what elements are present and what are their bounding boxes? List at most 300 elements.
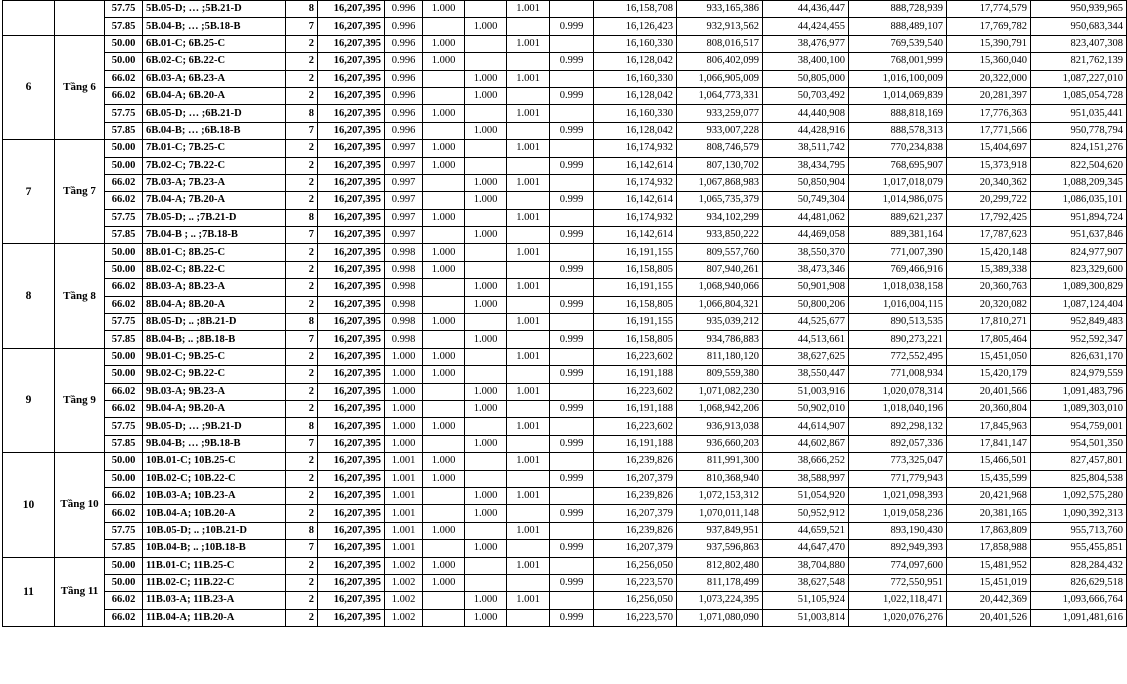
total-with-vat-cell: 826,631,170 xyxy=(1031,348,1127,365)
base-price-cell: 16,207,395 xyxy=(318,18,385,35)
price-table xyxy=(2,0,1127,627)
coef-floor-cell: 0.997 xyxy=(385,192,423,209)
total-price-cell: 1,066,905,009 xyxy=(677,70,763,87)
coef-a-cell: 1.000 xyxy=(423,244,465,261)
coef-b-cell: 1.000 xyxy=(465,174,507,191)
vat-cell: 20,442,369 xyxy=(947,592,1031,609)
coef-c-cell xyxy=(507,53,550,70)
coef-c-cell xyxy=(507,400,550,417)
total-with-vat-cell: 1,091,483,796 xyxy=(1031,383,1127,400)
coef-b-cell: 1.000 xyxy=(465,122,507,139)
unit-count-cell: 2 xyxy=(286,609,318,626)
coef-d-cell xyxy=(550,70,594,87)
area-cell: 57.75 xyxy=(105,522,143,539)
total-price-cell: 1,064,773,331 xyxy=(677,87,763,104)
total-price-cell: 935,039,212 xyxy=(677,314,763,331)
coef-floor-cell: 1.001 xyxy=(385,540,423,557)
table-row xyxy=(3,314,1127,331)
coef-floor-cell: 0.997 xyxy=(385,157,423,174)
maintenance-cell: 50,952,912 xyxy=(763,505,849,522)
table-row xyxy=(3,140,1127,157)
vat-cell: 17,774,579 xyxy=(947,1,1031,18)
total-price-cell: 933,259,077 xyxy=(677,105,763,122)
price-before-vat-cell: 1,017,018,079 xyxy=(849,174,947,191)
total-price-cell: 806,402,099 xyxy=(677,53,763,70)
coef-a-cell: 1.000 xyxy=(423,557,465,574)
area-cell: 57.75 xyxy=(105,418,143,435)
maintenance-cell: 38,666,252 xyxy=(763,453,849,470)
table-row xyxy=(3,383,1127,400)
table-row xyxy=(3,574,1127,591)
coef-d-cell xyxy=(550,105,594,122)
coef-b-cell xyxy=(465,574,507,591)
coef-c-cell xyxy=(507,157,550,174)
coef-c-cell xyxy=(507,331,550,348)
vat-cell: 15,420,179 xyxy=(947,366,1031,383)
coef-floor-cell: 1.002 xyxy=(385,609,423,626)
unit-codes-cell: 11B.03-A; 11B.23-A xyxy=(143,592,286,609)
unit-price-cell: 16,128,042 xyxy=(594,87,677,104)
vat-cell: 20,299,722 xyxy=(947,192,1031,209)
total-price-cell: 807,130,702 xyxy=(677,157,763,174)
coef-c-cell xyxy=(507,470,550,487)
coef-d-cell: 0.999 xyxy=(550,227,594,244)
maintenance-cell: 38,704,880 xyxy=(763,557,849,574)
coef-floor-cell: 1.000 xyxy=(385,400,423,417)
coef-d-cell: 0.999 xyxy=(550,540,594,557)
coef-d-cell xyxy=(550,279,594,296)
table-row xyxy=(3,435,1127,452)
coef-b-cell: 1.000 xyxy=(465,540,507,557)
coef-b-cell: 1.000 xyxy=(465,87,507,104)
unit-price-cell: 16,160,330 xyxy=(594,70,677,87)
vat-cell: 17,776,363 xyxy=(947,105,1031,122)
unit-codes-cell: 6B.03-A; 6B.23-A xyxy=(143,70,286,87)
floor-name-cell: Tầng 6 xyxy=(55,35,105,139)
unit-count-cell: 8 xyxy=(286,105,318,122)
coef-b-cell xyxy=(465,244,507,261)
coef-b-cell xyxy=(465,140,507,157)
total-with-vat-cell: 951,035,441 xyxy=(1031,105,1127,122)
unit-codes-cell: 10B.04-B; .. ;10B.18-B xyxy=(143,540,286,557)
vat-cell: 15,451,019 xyxy=(947,574,1031,591)
vat-cell: 15,420,148 xyxy=(947,244,1031,261)
area-cell: 57.75 xyxy=(105,105,143,122)
total-with-vat-cell: 822,504,620 xyxy=(1031,157,1127,174)
unit-price-cell: 16,158,708 xyxy=(594,1,677,18)
vat-cell: 17,805,464 xyxy=(947,331,1031,348)
coef-c-cell xyxy=(507,192,550,209)
total-price-cell: 811,178,499 xyxy=(677,574,763,591)
coef-a-cell xyxy=(423,592,465,609)
area-cell: 50.00 xyxy=(105,244,143,261)
unit-count-cell: 2 xyxy=(286,592,318,609)
base-price-cell: 16,207,395 xyxy=(318,366,385,383)
coef-c-cell: 1.001 xyxy=(507,1,550,18)
unit-codes-cell: 7B.05-D; .. ;7B.21-D xyxy=(143,209,286,226)
coef-a-cell: 1.000 xyxy=(423,522,465,539)
coef-c-cell: 1.001 xyxy=(507,140,550,157)
coef-c-cell xyxy=(507,540,550,557)
base-price-cell: 16,207,395 xyxy=(318,331,385,348)
area-cell: 66.02 xyxy=(105,383,143,400)
unit-codes-cell: 11B.01-C; 11B.25-C xyxy=(143,557,286,574)
price-before-vat-cell: 768,001,999 xyxy=(849,53,947,70)
unit-codes-cell: 10B.04-A; 10B.20-A xyxy=(143,505,286,522)
maintenance-cell: 44,659,521 xyxy=(763,522,849,539)
coef-a-cell xyxy=(423,18,465,35)
unit-codes-cell: 9B.05-D; … ;9B.21-D xyxy=(143,418,286,435)
coef-d-cell xyxy=(550,522,594,539)
unit-price-cell: 16,142,614 xyxy=(594,157,677,174)
unit-price-cell: 16,223,570 xyxy=(594,609,677,626)
table-row xyxy=(3,174,1127,191)
coef-d-cell: 0.999 xyxy=(550,331,594,348)
coef-floor-cell: 1.000 xyxy=(385,383,423,400)
maintenance-cell: 51,003,814 xyxy=(763,609,849,626)
vat-cell: 17,858,988 xyxy=(947,540,1031,557)
area-cell: 50.00 xyxy=(105,140,143,157)
coef-a-cell xyxy=(423,174,465,191)
vat-cell: 20,360,763 xyxy=(947,279,1031,296)
coef-a-cell: 1.000 xyxy=(423,366,465,383)
coef-d-cell xyxy=(550,348,594,365)
unit-codes-cell: 7B.03-A; 7B.23-A xyxy=(143,174,286,191)
vat-cell: 20,401,566 xyxy=(947,383,1031,400)
unit-codes-cell: 5B.05-D; … ;5B.21-D xyxy=(143,1,286,18)
coef-c-cell xyxy=(507,87,550,104)
area-cell: 57.85 xyxy=(105,331,143,348)
vat-cell: 20,360,804 xyxy=(947,400,1031,417)
price-before-vat-cell: 1,018,038,158 xyxy=(849,279,947,296)
total-with-vat-cell: 954,501,350 xyxy=(1031,435,1127,452)
maintenance-cell: 38,476,977 xyxy=(763,35,849,52)
coef-b-cell xyxy=(465,53,507,70)
total-with-vat-cell: 824,151,276 xyxy=(1031,140,1127,157)
unit-codes-cell: 11B.04-A; 11B.20-A xyxy=(143,609,286,626)
base-price-cell: 16,207,395 xyxy=(318,592,385,609)
coef-b-cell: 1.000 xyxy=(465,609,507,626)
coef-d-cell: 0.999 xyxy=(550,261,594,278)
coef-b-cell xyxy=(465,522,507,539)
group-number-cell: 9 xyxy=(3,348,55,452)
unit-price-cell: 16,126,423 xyxy=(594,18,677,35)
total-price-cell: 812,802,480 xyxy=(677,557,763,574)
total-with-vat-cell: 825,804,538 xyxy=(1031,470,1127,487)
unit-count-cell: 8 xyxy=(286,1,318,18)
table-row xyxy=(3,1,1127,18)
total-price-cell: 936,913,038 xyxy=(677,418,763,435)
unit-count-cell: 8 xyxy=(286,418,318,435)
unit-codes-cell: 7B.01-C; 7B.25-C xyxy=(143,140,286,157)
price-before-vat-cell: 1,016,100,009 xyxy=(849,70,947,87)
total-with-vat-cell: 950,683,344 xyxy=(1031,18,1127,35)
price-before-vat-cell: 771,008,934 xyxy=(849,366,947,383)
unit-count-cell: 2 xyxy=(286,366,318,383)
coef-c-cell: 1.001 xyxy=(507,487,550,504)
total-price-cell: 933,850,222 xyxy=(677,227,763,244)
unit-codes-cell: 10B.05-D; .. ;10B.21-D xyxy=(143,522,286,539)
unit-codes-cell: 11B.02-C; 11B.22-C xyxy=(143,574,286,591)
coef-b-cell: 1.000 xyxy=(465,192,507,209)
coef-floor-cell: 1.002 xyxy=(385,592,423,609)
price-before-vat-cell: 888,578,313 xyxy=(849,122,947,139)
maintenance-cell: 38,627,548 xyxy=(763,574,849,591)
total-with-vat-cell: 823,407,308 xyxy=(1031,35,1127,52)
vat-cell: 17,769,782 xyxy=(947,18,1031,35)
table-row xyxy=(3,418,1127,435)
unit-codes-cell: 8B.01-C; 8B.25-C xyxy=(143,244,286,261)
unit-count-cell: 2 xyxy=(286,174,318,191)
unit-count-cell: 7 xyxy=(286,435,318,452)
coef-a-cell: 1.000 xyxy=(423,53,465,70)
coef-b-cell xyxy=(465,470,507,487)
coef-a-cell: 1.000 xyxy=(423,574,465,591)
unit-count-cell: 2 xyxy=(286,157,318,174)
unit-codes-cell: 6B.05-D; … ;6B.21-D xyxy=(143,105,286,122)
coef-d-cell: 0.999 xyxy=(550,87,594,104)
coef-floor-cell: 1.002 xyxy=(385,574,423,591)
group-number-cell: 6 xyxy=(3,35,55,139)
area-cell: 66.02 xyxy=(105,70,143,87)
coef-a-cell xyxy=(423,400,465,417)
unit-price-cell: 16,191,155 xyxy=(594,314,677,331)
unit-price-cell: 16,128,042 xyxy=(594,122,677,139)
unit-count-cell: 2 xyxy=(286,400,318,417)
maintenance-cell: 44,525,677 xyxy=(763,314,849,331)
price-before-vat-cell: 1,019,058,236 xyxy=(849,505,947,522)
maintenance-cell: 44,647,470 xyxy=(763,540,849,557)
unit-codes-cell: 6B.02-C; 6B.22-C xyxy=(143,53,286,70)
coef-d-cell xyxy=(550,314,594,331)
coef-a-cell: 1.000 xyxy=(423,157,465,174)
table-row xyxy=(3,331,1127,348)
coef-floor-cell: 0.998 xyxy=(385,244,423,261)
table-row xyxy=(3,609,1127,626)
table-row xyxy=(3,453,1127,470)
vat-cell: 17,792,425 xyxy=(947,209,1031,226)
area-cell: 66.02 xyxy=(105,487,143,504)
coef-d-cell: 0.999 xyxy=(550,574,594,591)
area-cell: 57.75 xyxy=(105,209,143,226)
maintenance-cell: 38,588,997 xyxy=(763,470,849,487)
base-price-cell: 16,207,395 xyxy=(318,140,385,157)
table-row xyxy=(3,540,1127,557)
floor-name-cell: Tầng 9 xyxy=(55,348,105,452)
table-row xyxy=(3,522,1127,539)
area-cell: 50.00 xyxy=(105,348,143,365)
group-number-cell: 7 xyxy=(3,140,55,244)
unit-count-cell: 2 xyxy=(286,557,318,574)
coef-floor-cell: 0.997 xyxy=(385,209,423,226)
total-with-vat-cell: 955,713,760 xyxy=(1031,522,1127,539)
base-price-cell: 16,207,395 xyxy=(318,244,385,261)
coef-b-cell xyxy=(465,418,507,435)
coef-c-cell: 1.001 xyxy=(507,557,550,574)
coef-b-cell xyxy=(465,209,507,226)
unit-price-cell: 16,239,826 xyxy=(594,522,677,539)
unit-count-cell: 2 xyxy=(286,574,318,591)
unit-price-cell: 16,239,826 xyxy=(594,453,677,470)
coef-d-cell xyxy=(550,140,594,157)
price-before-vat-cell: 774,097,600 xyxy=(849,557,947,574)
base-price-cell: 16,207,395 xyxy=(318,157,385,174)
area-cell: 66.02 xyxy=(105,505,143,522)
unit-codes-cell: 8B.03-A; 8B.23-A xyxy=(143,279,286,296)
price-before-vat-cell: 1,022,118,471 xyxy=(849,592,947,609)
coef-b-cell: 1.000 xyxy=(465,279,507,296)
unit-codes-cell: 9B.02-C; 9B.22-C xyxy=(143,366,286,383)
maintenance-cell: 44,602,867 xyxy=(763,435,849,452)
area-cell: 50.00 xyxy=(105,453,143,470)
total-price-cell: 936,660,203 xyxy=(677,435,763,452)
total-price-cell: 811,180,120 xyxy=(677,348,763,365)
vat-cell: 15,466,501 xyxy=(947,453,1031,470)
price-before-vat-cell: 892,949,393 xyxy=(849,540,947,557)
coef-d-cell xyxy=(550,383,594,400)
total-with-vat-cell: 824,979,559 xyxy=(1031,366,1127,383)
coef-floor-cell: 1.001 xyxy=(385,470,423,487)
unit-count-cell: 2 xyxy=(286,35,318,52)
coef-d-cell: 0.999 xyxy=(550,366,594,383)
coef-c-cell: 1.001 xyxy=(507,174,550,191)
total-price-cell: 934,786,883 xyxy=(677,331,763,348)
price-before-vat-cell: 772,550,951 xyxy=(849,574,947,591)
coef-d-cell xyxy=(550,1,594,18)
table-row xyxy=(3,209,1127,226)
area-cell: 57.75 xyxy=(105,1,143,18)
coef-c-cell: 1.001 xyxy=(507,35,550,52)
base-price-cell: 16,207,395 xyxy=(318,279,385,296)
vat-cell: 15,451,050 xyxy=(947,348,1031,365)
maintenance-cell: 44,469,058 xyxy=(763,227,849,244)
maintenance-cell: 50,703,492 xyxy=(763,87,849,104)
base-price-cell: 16,207,395 xyxy=(318,453,385,470)
total-with-vat-cell: 955,455,851 xyxy=(1031,540,1127,557)
area-cell: 50.00 xyxy=(105,157,143,174)
unit-codes-cell: 7B.02-C; 7B.22-C xyxy=(143,157,286,174)
coef-d-cell: 0.999 xyxy=(550,192,594,209)
unit-codes-cell: 8B.05-D; .. ;8B.21-D xyxy=(143,314,286,331)
floor-name-cell: Tầng 11 xyxy=(55,557,105,627)
vat-cell: 17,810,271 xyxy=(947,314,1031,331)
coef-floor-cell: 1.001 xyxy=(385,522,423,539)
area-cell: 57.85 xyxy=(105,540,143,557)
total-price-cell: 1,073,224,395 xyxy=(677,592,763,609)
coef-c-cell xyxy=(507,18,550,35)
unit-count-cell: 2 xyxy=(286,279,318,296)
maintenance-cell: 44,428,916 xyxy=(763,122,849,139)
unit-codes-cell: 7B.04-A; 7B.20-A xyxy=(143,192,286,209)
total-with-vat-cell: 1,085,054,728 xyxy=(1031,87,1127,104)
total-with-vat-cell: 1,090,392,313 xyxy=(1031,505,1127,522)
area-cell: 66.02 xyxy=(105,592,143,609)
coef-b-cell: 1.000 xyxy=(465,296,507,313)
maintenance-cell: 44,424,455 xyxy=(763,18,849,35)
coef-a-cell xyxy=(423,487,465,504)
total-with-vat-cell: 1,088,209,345 xyxy=(1031,174,1127,191)
coef-c-cell: 1.001 xyxy=(507,314,550,331)
coef-c-cell: 1.001 xyxy=(507,522,550,539)
unit-price-cell: 16,207,379 xyxy=(594,470,677,487)
unit-count-cell: 8 xyxy=(286,314,318,331)
base-price-cell: 16,207,395 xyxy=(318,540,385,557)
total-price-cell: 1,067,868,983 xyxy=(677,174,763,191)
unit-codes-cell: 9B.04-A; 9B.20-A xyxy=(143,400,286,417)
coef-floor-cell: 1.000 xyxy=(385,418,423,435)
base-price-cell: 16,207,395 xyxy=(318,174,385,191)
base-price-cell: 16,207,395 xyxy=(318,1,385,18)
area-cell: 57.85 xyxy=(105,18,143,35)
unit-price-cell: 16,158,805 xyxy=(594,261,677,278)
maintenance-cell: 38,400,100 xyxy=(763,53,849,70)
area-cell: 66.02 xyxy=(105,87,143,104)
coef-d-cell xyxy=(550,244,594,261)
vat-cell: 15,481,952 xyxy=(947,557,1031,574)
vat-cell: 15,373,918 xyxy=(947,157,1031,174)
total-price-cell: 932,913,562 xyxy=(677,18,763,35)
coef-b-cell: 1.000 xyxy=(465,331,507,348)
unit-price-cell: 16,174,932 xyxy=(594,174,677,191)
coef-d-cell: 0.999 xyxy=(550,505,594,522)
total-price-cell: 809,559,380 xyxy=(677,366,763,383)
vat-cell: 15,360,040 xyxy=(947,53,1031,70)
coef-b-cell xyxy=(465,453,507,470)
area-cell: 50.00 xyxy=(105,574,143,591)
coef-a-cell: 1.000 xyxy=(423,140,465,157)
base-price-cell: 16,207,395 xyxy=(318,314,385,331)
coef-d-cell: 0.999 xyxy=(550,296,594,313)
unit-count-cell: 2 xyxy=(286,505,318,522)
table-row xyxy=(3,279,1127,296)
total-with-vat-cell: 824,977,907 xyxy=(1031,244,1127,261)
total-with-vat-cell: 1,091,481,616 xyxy=(1031,609,1127,626)
base-price-cell: 16,207,395 xyxy=(318,522,385,539)
area-cell: 66.02 xyxy=(105,279,143,296)
coef-a-cell: 1.000 xyxy=(423,261,465,278)
coef-a-cell: 1.000 xyxy=(423,105,465,122)
coef-d-cell: 0.999 xyxy=(550,18,594,35)
coef-a-cell: 1.000 xyxy=(423,470,465,487)
table-row xyxy=(3,157,1127,174)
coef-d-cell xyxy=(550,174,594,191)
total-price-cell: 1,068,942,206 xyxy=(677,400,763,417)
vat-cell: 15,389,338 xyxy=(947,261,1031,278)
table-row xyxy=(3,192,1127,209)
coef-a-cell xyxy=(423,383,465,400)
total-price-cell: 807,940,261 xyxy=(677,261,763,278)
coef-floor-cell: 0.997 xyxy=(385,174,423,191)
coef-floor-cell: 0.998 xyxy=(385,261,423,278)
area-cell: 50.00 xyxy=(105,470,143,487)
coef-c-cell xyxy=(507,296,550,313)
price-before-vat-cell: 771,007,390 xyxy=(849,244,947,261)
coef-floor-cell: 1.002 xyxy=(385,557,423,574)
coef-b-cell: 1.000 xyxy=(465,383,507,400)
coef-b-cell: 1.000 xyxy=(465,18,507,35)
price-before-vat-cell: 888,489,107 xyxy=(849,18,947,35)
maintenance-cell: 51,105,924 xyxy=(763,592,849,609)
total-with-vat-cell: 821,762,139 xyxy=(1031,53,1127,70)
coef-b-cell: 1.000 xyxy=(465,227,507,244)
area-cell: 66.02 xyxy=(105,296,143,313)
price-before-vat-cell: 889,381,164 xyxy=(849,227,947,244)
total-with-vat-cell: 1,089,303,010 xyxy=(1031,400,1127,417)
vat-cell: 17,863,809 xyxy=(947,522,1031,539)
total-price-cell: 1,072,153,312 xyxy=(677,487,763,504)
unit-count-cell: 2 xyxy=(286,140,318,157)
unit-count-cell: 7 xyxy=(286,122,318,139)
